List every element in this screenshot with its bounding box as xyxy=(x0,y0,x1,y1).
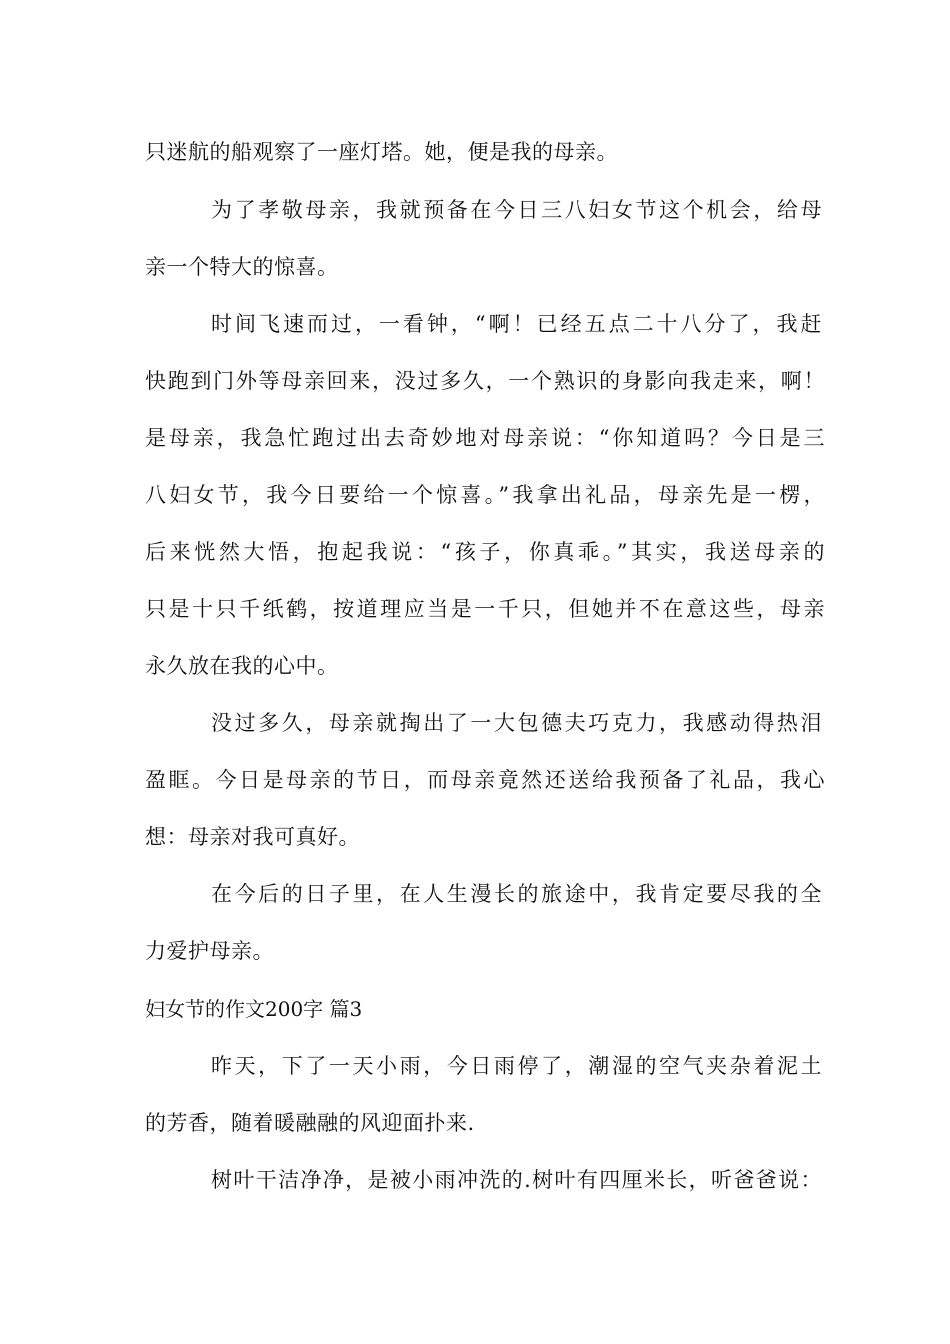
paragraph-line: 昨天，下了一天小雨，今日雨停了，潮湿的空气夹杂着泥土 xyxy=(211,1054,822,1078)
paragraph-line: 只迷航的船观察了一座灯塔。她，便是我的母亲。 xyxy=(145,140,618,164)
paragraph-line: 没过多久，母亲就掏出了一大包德夫巧克力，我感动得热泪 xyxy=(211,711,822,735)
paragraph-line: 树叶干洁净净，是被小雨冲洗的.树叶有四厘米长，听爸爸说： xyxy=(211,1168,822,1192)
paragraph-line: 快跑到门外等母亲回来，没过多久，一个熟识的身影向我走来，啊！ xyxy=(145,369,825,393)
paragraph-line: 想：母亲对我可真好。 xyxy=(145,825,360,849)
paragraph-line: 是母亲，我急忙跑过出去奇妙地对母亲说：“你知道吗？今日是三 xyxy=(145,426,825,450)
paragraph-line: 为了孝敬母亲，我就预备在今日三八妇女节这个机会，给母 xyxy=(211,198,822,222)
paragraph-line: 八妇女节，我今日要给一个惊喜。”我拿出礼品，母亲先是一楞， xyxy=(145,483,825,507)
paragraph-line: 盈眶。今日是母亲的节日，而母亲竟然还送给我预备了礼品，我心 xyxy=(145,768,825,792)
paragraph-line: 亲一个特大的惊喜。 xyxy=(145,255,339,279)
paragraph-line: 在今后的日子里，在人生漫长的旅途中，我肯定要尽我的全 xyxy=(211,882,822,906)
paragraph-line: 后来恍然大悟，抱起我说：“孩子，你真乖。”其实，我送母亲的 xyxy=(145,540,825,564)
paragraph-line: 的芳香，随着暖融融的风迎面扑来. xyxy=(145,1111,475,1135)
section-heading: 妇女节的作文200字 篇3 xyxy=(145,997,363,1021)
paragraph-line: 力爱护母亲。 xyxy=(145,939,274,963)
paragraph-line: 永久放在我的心中。 xyxy=(145,654,339,678)
paragraph-line: 只是十只千纸鹤，按道理应当是一千只，但她并不在意这些，母亲 xyxy=(145,597,825,621)
paragraph-line: 时间飞速而过，一看钟，“啊！已经五点二十八分了，我赶 xyxy=(211,312,822,336)
